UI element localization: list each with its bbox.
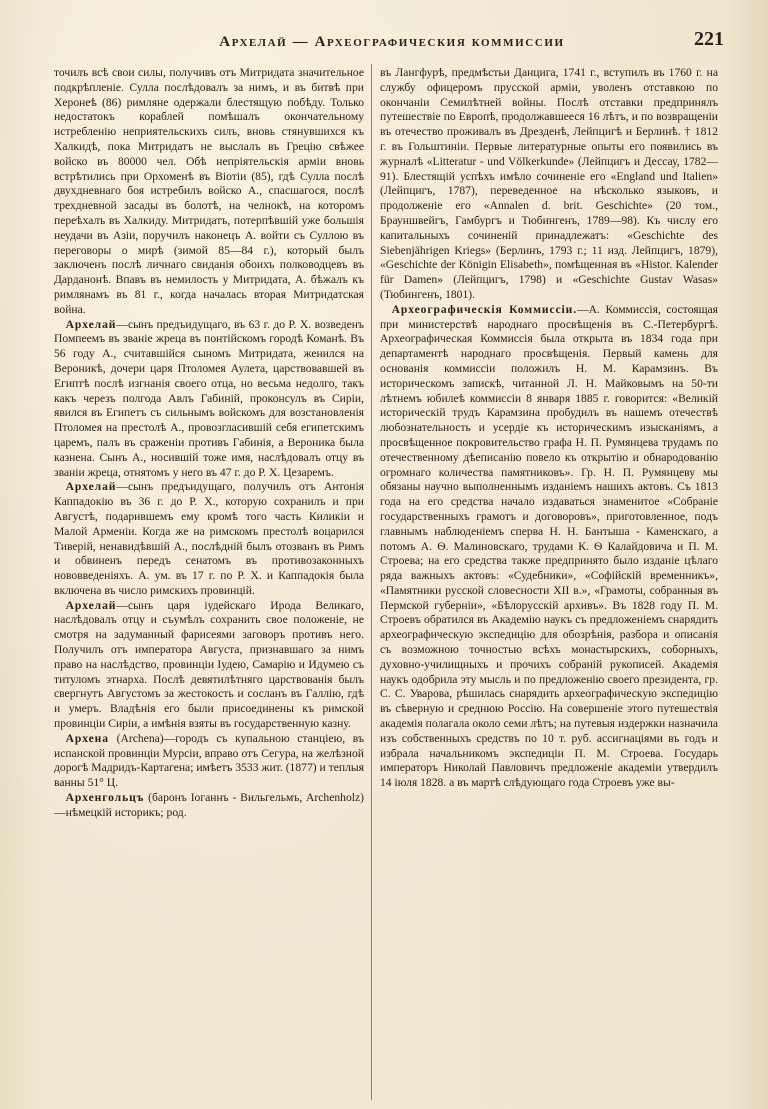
article-continuation (380, 66, 718, 791)
entry-term: Археографическія Коммиссіи. (391, 302, 578, 316)
entry-text: —сынъ предъидущаго, въ 63 г. до Р. Х. возведенъ Помпеемъ въ званіе жреца въ понтійскомъ городѣ Команѣ. Въ 56 году А., считавшійся сыномъ Митридата, женился на Вероникѣ, дочери царя Птоломея Аулета, царствовавшей въ Египтѣ послѣ изгнанія своего отца, но весьма недолго, такъ какъ черезъ полгода Авлъ Габиній, проконсулъ въ Сиріи, явился въ Египетъ съ сильнымъ войскомъ для возстановленія Птоломея на престолѣ А., провозгласившій себя египетскимъ царемъ, палъ въ сраженіи противъ Габинія, а Вероника была казнена. Сынъ А., носившій тоже имя, наслѣдовалъ отцу въ званіи жреца, отнятомъ у него въ 47 г. до Р. Х. Цезаремъ. (54, 317, 364, 479)
entry-archelaus-1 (54, 318, 364, 479)
paragraph-text: точилъ всѣ свои силы, получивъ отъ Митридата значительное подкрѣпленіе. Сулла послѣдовалъ за нимъ, и въ битвѣ при Херонеѣ (86) римляне одержали блестящую побѣду. Только недостатокъ кораблей помѣшалъ окончательному истребленію неприятельскихъ силъ, вновь стянувшихся къ Халкидѣ, пока Митридатъ не выслалъ въ Грецію свѣжее войско въ 80000 чел. Обѣ непріятельскія арміи вновь встрѣтились при Орхоменѣ въ Віотіи (85), гдѣ Сулла послѣ двухдневнаго боя истребилъ войско А., спасшагося, послѣ трехдневной засады въ болотѣ, на челнокѣ, на которомъ переѣхалъ въ Халкиду. Митридатъ, потерпѣвшій уже большія неудачи въ Азіи, поручилъ наконецъ А. войти съ Суллою въ переговоры о мирѣ (зимой 85—84 г.), который былъ заключенъ послѣ личнаго свиданія обоихъ полководцевъ въ Дарданонѣ. Впавъ въ немилость у Митридата, А. бѣжалъ къ римлянамъ въ 81 г., когда началась вторая Митридатская война. (54, 66, 364, 316)
entry-text: (Archena)—городъ съ купальною станціею, въ испанской провинціи Мурсіи, вправо отъ Сегура, на желѣзной дорогѣ Мадридъ-Картагена; имѣетъ 3533 жит. (1877) и теплыя ванны 51° Ц. (54, 731, 364, 790)
running-head: Архелай — Археографическия коммиссии (219, 34, 565, 50)
entry-text: (баронъ Іоганнъ - Вильгельмъ, Archenholz)—нѣмецкій историкъ; род. (54, 791, 364, 819)
entry-archena (54, 732, 364, 789)
entry-term: Архена (65, 731, 109, 745)
entry-text: —сынъ предъидущаго, получилъ отъ Антонія Каппадокію въ 36 г. до Р. Х., которую сохранилъ и при Августѣ, подарившемъ ему кромѣ того часть Киликіи и Малой Арменіи. Когда же на римскомъ престолѣ воцарился Тиверій, ненавидѣвшій А., послѣдній былъ отозванъ въ Римъ и обвиненъ передъ сенатомъ въ противозаконныхъ нововведеніяхъ. А. ум. въ 17 г. по Р. Х. и Каппадокія была включена въ число римскихъ провинцій. (54, 480, 364, 597)
right-column (380, 66, 718, 1096)
entry-archaeographic-commissions (380, 303, 718, 790)
entry-term: Архенгольцъ (65, 791, 145, 805)
article-continuation (54, 66, 364, 821)
entry-archelaus-3 (54, 599, 364, 730)
entry-text: —сынъ царя іудейскаго Ирода Великаго, наслѣдовалъ отцу и съумѣлъ сохранить свое положеніе, не смотря на задуманный фарисеями заговоръ противъ него. Получилъ отъ императора Августа, признавшаго за нимъ право на наслѣдство, провинціи Іудею, Самарію и Идумею съ титуломъ этнарха. Послѣ девятилѣтняго царствованія былъ свергнутъ Августомъ за жестокость и сосланъ въ Галлію, гдѣ и умеръ. Владѣнія его были присоединены къ римской провинціи Сиріи, а имѣнія взяты въ государственную казну. (54, 598, 364, 731)
page-number: 221 (694, 28, 724, 50)
entry-term: Архелай (65, 598, 117, 612)
page-header (56, 28, 728, 58)
entry-archenholz (54, 791, 364, 819)
entry-text: —А. Коммиссія, состоящая при министерствѣ народнаго просвѣщенія въ С.-Петербургѣ. Археографическая Коммиссія была открыта въ 1834 года при департаментѣ народнаго просвѣщенія. Первый камень для основанія коммиссіи положилъ Н. М. Карамзинъ. Въ историческомъ запискѣ, читанной Л. Н. Майковымъ на 50-ти лѣтнемъ юбилеѣ коммиссіи 8 января 1885 г. говорится: «Великій историческій трудъ Карамзина пробудилъ въ нашемъ отечествѣ любознательность и усердіе къ историческимъ изысканіямъ, а просвѣщенное покровительство графа Н. П. Румянцева трудамъ по отечественному дѣеписанію повело къ открытію и обнародованію огромнаго количества памятниковъ». Гр. Н. П. Румянцеву мы обязаны научно выполненнымъ изданіемъ нашихъ актовъ. Съ 1813 года на его средства начало издаваться знаменитое «Собраніе государственныхъ грамотъ и договоровъ», приготовленное, подъ главнымъ наблюденіемъ сперва Н. Н. Бантыша - Каменскаго, а потомъ А. Ѳ. Малиновскаго, трудами К. Ѳ Калайдовича и П. М. Строева; на его средства также предпринято было изданіе цѣлаго ряда важныхъ актовъ: «Судебники», «Софійскій временникъ», «Памятники русской словесности XII в.», «Грамоты, собранныя въ Пермской губерніи», «Бѣлорусскій архивъ». Въ 1828 году П. М. Строевъ обратился въ Академію наукъ съ предложеніемъ снарядить археографическую экспедицію для обозрѣнія, разбора и описанія съ возможною точностью всѣхъ монастырскихъ, соборныхъ, духовно-училищныхъ и прочихъ собраній рукописей. Академія наукъ одобрила эту мысль и по предложенію своего президента, гр. С. С. Уварова, рѣшилась снарядить археографическую экспедицію въ сѣверную и среднюю Россію. На совершеніе этого путешествія академія полагала около семи лѣтъ; на путевыя издержки назначила изъ собственныхъ средствъ по 10 т. руб. ассигнаціями въ годъ и избрала начальникомъ экспедиціи П. М. Строева. Государь императоръ Николай Павловичъ предложеніе академіи утвердилъ 14 іюля 1828. а въ мартѣ слѣдующаго года Строевъ уже вы- (380, 302, 718, 790)
paragraph-text: въ Лангфурѣ, предмѣстьи Данцига, 1741 г., вступилъ въ 1760 г. на службу офицеромъ прусской арміи, уволенъ отставкою по окончаніи Семилѣтней войны. Послѣ отставки предпринялъ путешествіе по Европѣ, продолжавшееся 16 лѣтъ, и по возвращеніи въ отечество проживалъ въ Дрезденѣ, Лейпцигѣ и Берлинѣ. † 1812 г. въ Гольштиніи. Первые литературные опыты его появились въ журналѣ «Litteratur - und Völkerkunde» (Лейпцигъ и Дессау, 1782—91). Блестящій успѣхъ имѣло сочиненіе его «England und Italien» (Лейпцигъ, 1787), переведенное на нѣсколько языковъ, и продолженіе его «Annalen d. brit. Geschichte» (20 том., Брауншвейгъ, Гамбургъ и Тюбингенъ, 1789—98). Къ числу его капитальныхъ сочиненій принадлежатъ: «Geschichte des Siebenjährigen Kriegs» (Берлинъ, 1793 г.; 11 изд. Лейпцигъ, 1879), «Geschichte der Königin Elisabeth», помѣщенная въ «Histor. Kalender für Damen» (Лейпцигъ, 1798) и «Geschichte Gustav Wasas» (Тюбингенъ, 1801). (380, 66, 718, 301)
column-divider (371, 64, 372, 1100)
entry-term: Архелай (65, 317, 117, 331)
entry-archelaus-2 (54, 480, 364, 597)
left-column (54, 66, 364, 1096)
entry-term: Архелай (65, 480, 117, 494)
